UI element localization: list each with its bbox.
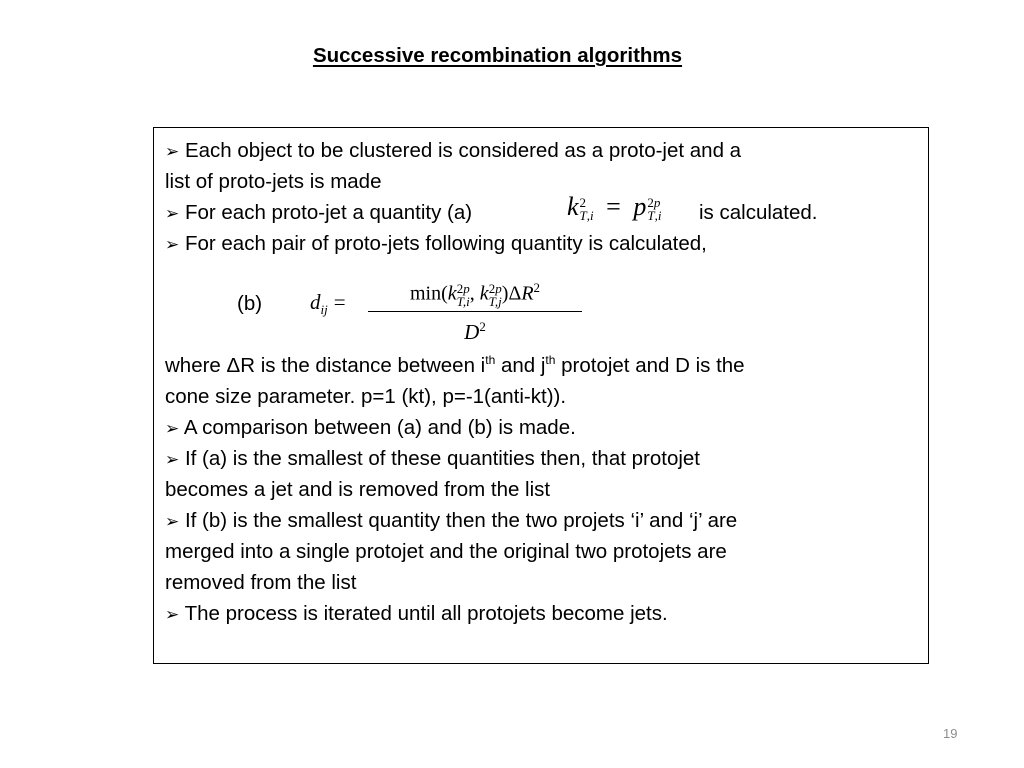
line-text: list of proto-jets is made	[165, 170, 382, 193]
line-text: where ΔR is the distance between i	[165, 354, 486, 377]
line-text: A comparison between (a) and (b) is made.	[183, 416, 576, 439]
line-text: is calculated.	[699, 201, 818, 224]
arrow-bullet-icon: ➢	[165, 235, 180, 255]
arrow-bullet-icon: ➢	[165, 450, 180, 470]
line-text: removed from the list	[165, 571, 357, 594]
slide-title: Successive recombination algorithms	[312, 44, 683, 67]
formula-a: k 2 T,i = p 2p T,i	[567, 192, 662, 224]
line-text: The process is iterated until all protojets become jets.	[184, 602, 668, 625]
formula-b-label: (b)	[237, 292, 263, 315]
line-text: If (a) is the smallest of these quantities then, that protojet	[184, 447, 701, 470]
bullet-line	[165, 505, 737, 538]
line	[165, 536, 727, 567]
formula-b-denominator: $D^2$	[464, 319, 486, 345]
line-text: If (b) is the smallest quantity then the two projets ‘i’ and ‘j’ are	[184, 509, 738, 532]
line	[165, 381, 566, 412]
arrow-bullet-icon: ➢	[165, 605, 180, 625]
bullet-line	[165, 443, 700, 476]
bullet-line	[165, 135, 741, 168]
bullet-line	[165, 412, 576, 445]
line-text: merged into a single protojet and the original two protojets are	[165, 540, 727, 563]
line-text: cone size parameter. p=1 (kt), p=-1(anti-kt)).	[165, 385, 567, 408]
line	[165, 567, 356, 598]
line	[165, 166, 381, 197]
line	[699, 197, 818, 228]
line	[165, 350, 745, 381]
bullet-line	[165, 228, 707, 261]
arrow-bullet-icon: ➢	[165, 419, 180, 439]
line-text: protojet and D is the	[555, 354, 745, 377]
line	[165, 474, 550, 505]
bullet-line	[165, 197, 472, 230]
fraction-bar	[368, 311, 582, 312]
arrow-bullet-icon: ➢	[165, 142, 180, 162]
arrow-bullet-icon: ➢	[165, 512, 180, 532]
superscript: th	[545, 353, 556, 367]
page-number: 19	[943, 726, 958, 741]
line-text: Each object to be clustered is considered as a proto-jet and a	[184, 139, 742, 162]
superscript: th	[485, 353, 496, 367]
line-text: and j	[495, 354, 546, 377]
line-text: becomes a jet and is removed from the list	[165, 478, 551, 501]
formula-b-lhs: $d_{ij}$ =	[310, 290, 346, 318]
formula-b-fraction	[368, 276, 582, 344]
bullet-line	[165, 598, 668, 631]
arrow-bullet-icon: ➢	[165, 204, 180, 224]
content-box	[153, 127, 929, 664]
line-text: For each pair of proto-jets following quantity is calculated,	[184, 232, 707, 255]
formula-b-numerator: min(k 2p T,i , k 2p T,j )$\Delta R^2$	[409, 280, 541, 310]
line-text: For each proto-jet a quantity (a)	[184, 201, 473, 224]
